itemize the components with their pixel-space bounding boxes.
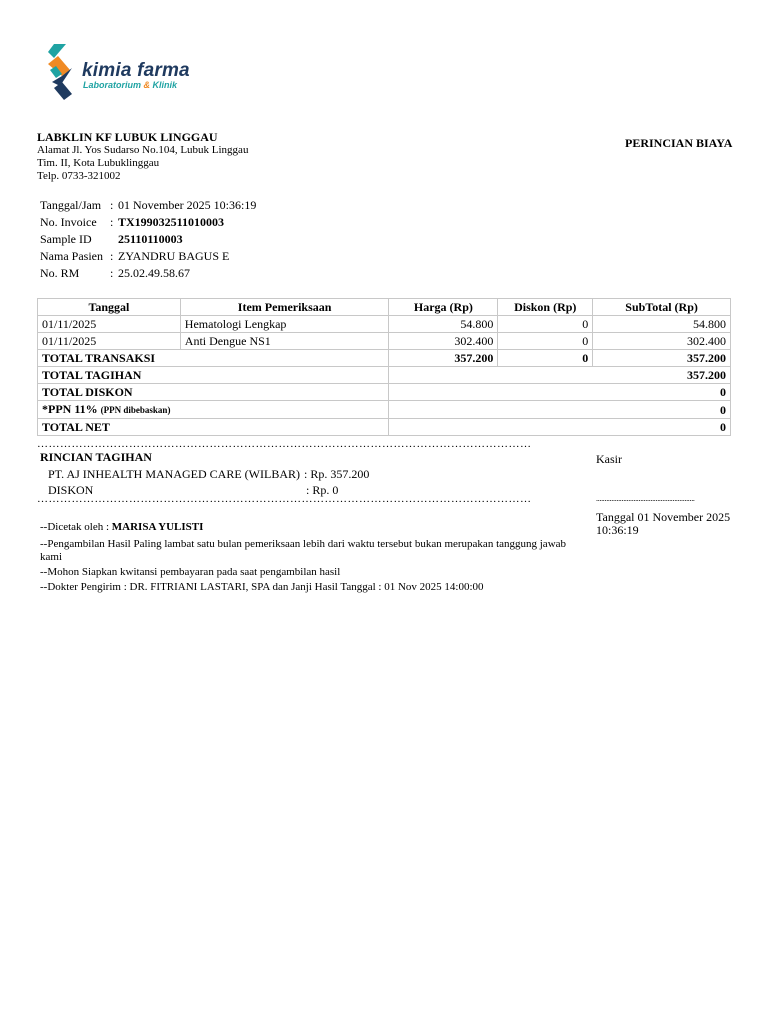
total-transaksi-label: TOTAL TRANSAKSI <box>38 350 389 367</box>
total-diskon-row <box>38 384 731 401</box>
info-rm-value: 25.02.49.58.67 <box>118 266 190 280</box>
logo-brand-text: kimia farma <box>82 60 190 81</box>
ppn-label: *PPN 11% <box>42 402 98 416</box>
printed-by <box>40 521 203 534</box>
info-sep: : <box>110 249 114 263</box>
table-row <box>38 333 731 350</box>
cell-diskon: 0 <box>498 333 593 350</box>
total-transaksi-subtotal: 357.200 <box>593 350 731 367</box>
rincian-title: RINCIAN TAGIHAN <box>40 450 152 464</box>
cell-harga: 302.400 <box>389 333 498 350</box>
kimia-farma-logo-icon <box>44 42 78 106</box>
info-invoice-value: TX199032511010003 <box>118 215 225 229</box>
cell-item: Hematologi Lengkap <box>180 316 389 333</box>
table-row <box>38 316 731 333</box>
logo-subtitle-part1: Laboratorium <box>83 80 142 90</box>
info-sample-label: Sample ID <box>40 232 92 246</box>
info-date-row <box>40 197 256 214</box>
col-header-tanggal: Tanggal <box>38 299 181 316</box>
info-patient-label: Nama Pasien <box>40 249 103 263</box>
ppn-note: (PPN dibebaskan) <box>100 405 171 415</box>
ppn-value: 0 <box>389 401 731 419</box>
info-patient-value: ZYANDRU BAGUS E <box>118 249 230 263</box>
rincian-line <box>48 467 369 482</box>
dotted-separator-bottom: ………………………………………………………………………………………………………………… <box>37 493 532 505</box>
printed-by-name: MARISA YULISTI <box>111 521 204 533</box>
logo-subtitle <box>83 80 177 90</box>
cell-harga: 54.800 <box>389 316 498 333</box>
total-tagihan-label: TOTAL TAGIHAN <box>38 367 389 384</box>
rincian-line-amount: : Rp. 0 <box>306 483 339 497</box>
total-tagihan-value: 357.200 <box>389 367 731 384</box>
company-logo <box>44 42 214 106</box>
document-title: PERINCIAN BIAYA <box>625 136 733 150</box>
cell-subtotal: 54.800 <box>593 316 731 333</box>
table-header-row <box>38 299 731 316</box>
cell-tanggal: 01/11/2025 <box>38 333 181 350</box>
total-tagihan-row <box>38 367 731 384</box>
note-line-3: --Dokter Pengirim : DR. FITRIANI LASTARI, SPA dan Janji Hasil Tanggal : 01 Nov 2025 14:00:00 <box>40 581 484 593</box>
info-patient-row <box>40 248 229 265</box>
note-line-1: --Pengambilan Hasil Paling lambat satu bulan pemeriksaan lebih dari waktu tersebut bukan merupakan tanggung jawab kami <box>40 538 567 563</box>
col-header-harga: Harga (Rp) <box>389 299 498 316</box>
total-transaksi-harga: 357.200 <box>389 350 498 367</box>
dotted-separator-top: ………………………………………………………………………………………………………………… <box>37 438 532 450</box>
total-diskon-label: TOTAL DISKON <box>38 384 389 401</box>
col-header-diskon: Diskon (Rp) <box>498 299 593 316</box>
cell-item: Anti Dengue NS1 <box>180 333 389 350</box>
rincian-line-name: DISKON <box>48 483 94 497</box>
kasir-label: Kasir <box>596 452 622 466</box>
billing-table <box>37 298 731 436</box>
info-sep: : <box>110 215 114 229</box>
rincian-line-amount: : Rp. 357.200 <box>304 467 370 481</box>
info-date-label: Tanggal/Jam <box>40 198 102 212</box>
col-header-item: Item Pemeriksaan <box>180 299 389 316</box>
clinic-phone: Telp. 0733-321002 <box>37 170 121 182</box>
total-transaksi-row <box>38 350 731 367</box>
ppn-row <box>38 401 731 419</box>
col-header-subtotal: SubTotal (Rp) <box>593 299 731 316</box>
clinic-city: Tim. II, Kota Lubuklinggau <box>37 157 160 169</box>
note-line-2: --Mohon Siapkan kwitansi pembayaran pada saat pengambilan hasil <box>40 566 341 578</box>
info-rm-label: No. RM <box>40 266 80 280</box>
total-diskon-value: 0 <box>389 384 731 401</box>
info-invoice-row <box>40 214 224 231</box>
printed-by-label: --Dicetak oleh : <box>40 521 112 533</box>
info-sep: : <box>110 198 114 212</box>
cell-subtotal: 302.400 <box>593 333 731 350</box>
total-net-row <box>38 419 731 436</box>
info-sample-value: 25110110003 <box>118 232 183 246</box>
ppn-label-cell <box>38 401 389 419</box>
total-net-value: 0 <box>389 419 731 436</box>
kasir-date: Tanggal 01 November 2025 <box>596 510 731 524</box>
logo-subtitle-part2: Klinik <box>152 80 178 90</box>
info-sep: : <box>110 266 114 280</box>
clinic-address: Alamat Jl. Yos Sudarso No.104, Lubuk Linggau <box>37 144 249 156</box>
info-date-value: 01 November 2025 10:36:19 <box>118 198 257 212</box>
info-sample-row <box>40 231 183 248</box>
rincian-line-name: PT. AJ INHEALTH MANAGED CARE (WILBAR) <box>48 467 300 481</box>
total-transaksi-diskon: 0 <box>498 350 593 367</box>
cell-tanggal: 01/11/2025 <box>38 316 181 333</box>
info-rm-row <box>40 265 190 282</box>
kasir-time: 10:36:19 <box>596 523 639 537</box>
clinic-name: LABKLIN KF LUBUK LINGGAU <box>37 130 218 144</box>
cell-diskon: 0 <box>498 316 593 333</box>
info-invoice-label: No. Invoice <box>40 215 97 229</box>
logo-subtitle-amp: & <box>143 80 151 90</box>
total-net-label: TOTAL NET <box>38 419 389 436</box>
kasir-signature-line: .......................................................... <box>596 494 695 503</box>
